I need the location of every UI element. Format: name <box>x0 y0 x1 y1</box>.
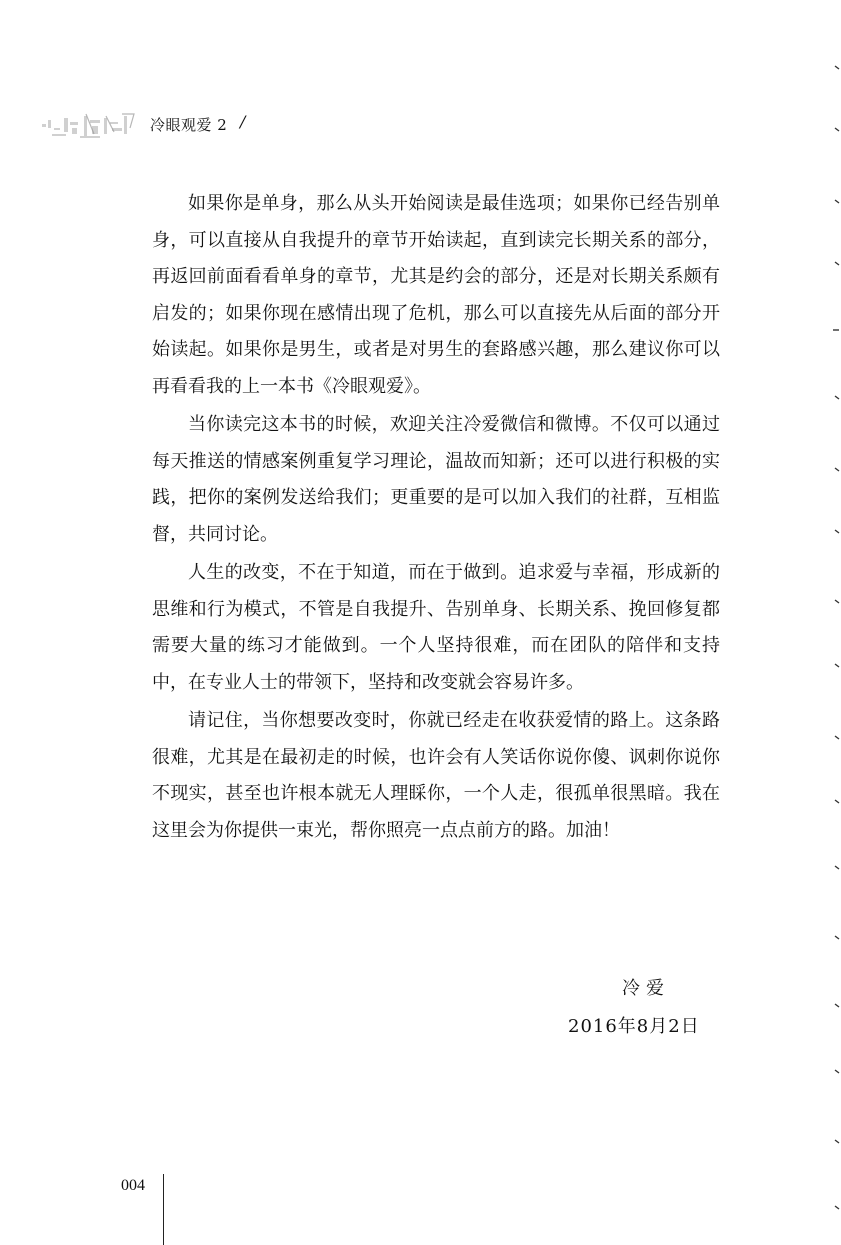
paragraph-2: 当你读完这本书的时候，欢迎关注冷爱微信和微博。不仅可以通过每天推送的情感案例重复学习理论，温故而知新；还可以进行积极的实践，把你的案例发送给我们；更重要的是可以加入我们的社群，互相监督，共同讨论。 <box>152 414 720 545</box>
scan-edge-marks <box>827 0 841 1245</box>
footer-rule <box>163 1174 164 1245</box>
page-number: 004 <box>121 1177 145 1194</box>
signature-date: 2016年8月2日 <box>568 1016 700 1037</box>
paragraph-4: 请记住，当你想要改变时，你就已经走在收获爱情的路上。这条路很难，尤其是在最初走的时候，也许会有人笑话你说你傻、讽刺你说你不现实，甚至也许根本就无人理睬你，一个人走，很孤单很黑暗。我在这里会为你提供一束光，帮你照亮一点点前方的路。加油！ <box>152 710 720 841</box>
logo-stamp-icon <box>40 110 140 144</box>
header-divider-slash: / <box>240 112 246 131</box>
paragraph-3: 人生的改变，不在于知道，而在于做到。追求爱与幸福，形成新的思维和行为模式，不管是自我提升、告别单身、长期关系、挽回修复都需要大量的练习才能做到。一个人坚持很难，而在团队的陪伴和支持中，在专业人士的带领下，坚持和改变就会容易许多。 <box>152 562 720 693</box>
body-text <box>152 186 720 851</box>
paragraph-1: 如果你是单身，那么从头开始阅读是最佳选项；如果你已经告别单身，可以直接从自我提升的章节开始读起，直到读完长期关系的部分，再返回前面看看单身的章节，尤其是约会的部分，还是对长期关系颇有启发的；如果你现在感情出现了危机，那么可以直接先从后面的部分开始读起。如果你是男生，或者是对男生的套路感兴趣，那么建议你可以再看看我的上一本书《冷眼观爱》。 <box>152 193 720 397</box>
running-header <box>40 108 300 148</box>
signature-author: 冷爱 <box>622 978 670 999</box>
running-header-title: 冷眼观爱 2 <box>150 116 228 134</box>
